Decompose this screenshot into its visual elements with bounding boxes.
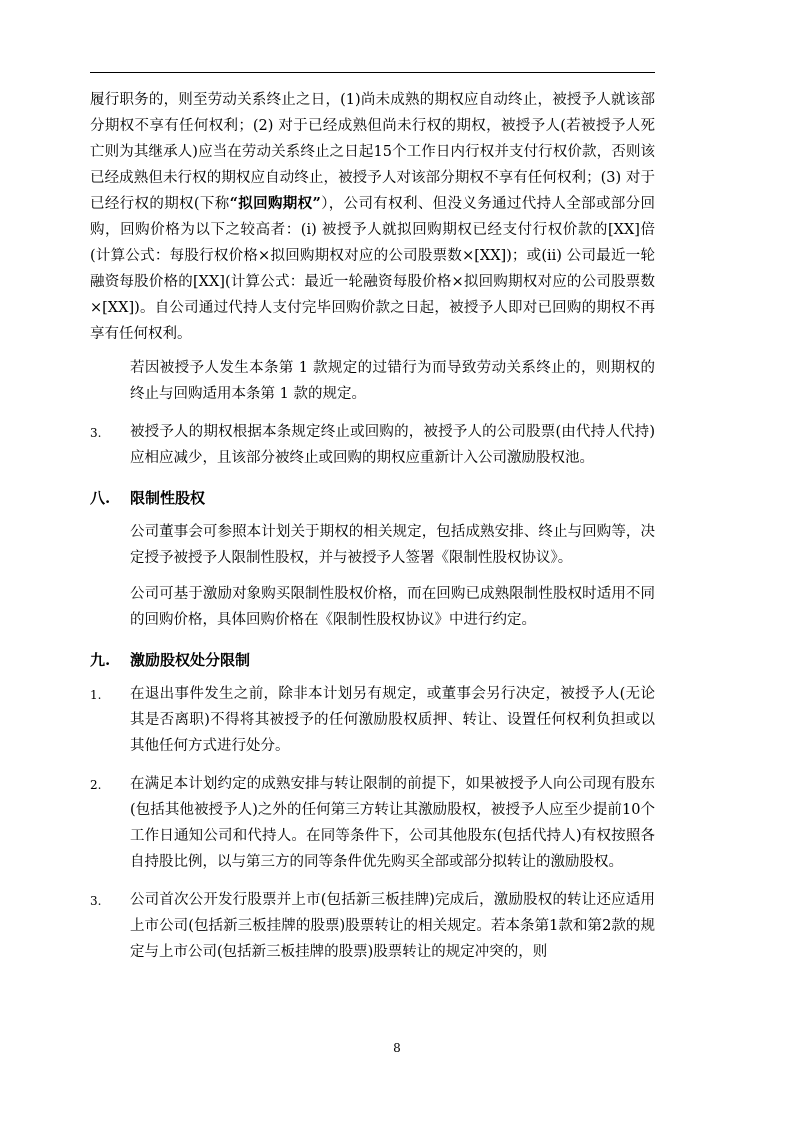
list-item bbox=[90, 887, 655, 965]
list-item-text: 公司首次公开发行股票并上市(包括新三板挂牌)完成后，激励股权的转让还应适用上市公司(包括新三板挂牌的股票)股票转让的相关规定。若本条第1款和第2款的规定与上市公司(包括新三板挂牌的股票)股票转让的规定冲突的，则 bbox=[130, 892, 655, 960]
page-number: 8 bbox=[393, 1041, 401, 1055]
list-number: 3. bbox=[90, 426, 102, 440]
section-heading-9 bbox=[90, 647, 655, 673]
section8-paragraph-1: 公司董事会可参照本计划关于期权的相关规定，包括成熟安排、终止与回购等，决定授予被授予人限制性股权，并与被授予人签署《限制性股权协议》。 bbox=[130, 524, 655, 566]
list-number: 2. bbox=[90, 778, 102, 792]
list-item bbox=[90, 681, 655, 759]
paragraph-text-1: 履行职务的，则至劳动关系终止之日，(1)尚未成熟的期权应自动终止，被授予人就该部分期权不享有任何权利；(2) 对于已经成熟但尚未行权的期权，被授予人(若被授予人死亡则为其继承人)应当在劳动关系终止之日起15个工作日内行权并支付行权价款，否则该已经成熟但未行权的期权应自动终止，被授予人对该部分期权不享有任何权利；(3) 对于已经行权的期权(下称 bbox=[90, 92, 655, 212]
list-number: 3. bbox=[90, 894, 102, 908]
section-title: 激励股权处分限制 bbox=[130, 651, 251, 669]
header-rule bbox=[90, 72, 655, 73]
section-number: 九. bbox=[90, 651, 111, 669]
list-item bbox=[90, 771, 655, 875]
body-text bbox=[90, 87, 655, 965]
continuation-paragraph bbox=[90, 87, 655, 347]
section-heading-8 bbox=[90, 485, 655, 511]
section8-paragraph-2: 公司可基于激励对象购买限制性股权价格，而在回购已成熟限制性股权时适用不同的回购价格，具体回购价格在《限制性股权协议》中进行约定。 bbox=[130, 586, 655, 628]
list-item-text: 被授予人的期权根据本条规定终止或回购的，被授予人的公司股票(由代持人代持)应相应减少，且该部分被终止或回购的期权应重新计入公司激励股权池。 bbox=[130, 424, 655, 466]
paragraph-text-2: ），公司有权利、但没义务通过代持人全部或部分回购，回购价格为以下之较高者：(i) 被授予人就拟回购期权已经支付行权价款的[XX]倍(计算公式：每股行权价格×拟回购期权对应的公司股票数×[XX])；或(ii) 公司最近一轮融资每股价格的[XX](计算公式：最近一轮融资每股价格×拟回购期权对应的公司股票数×[XX])。自公司通过代持人支付完毕回购价款之日起，被授予人即对已回购的期权不再享有任何权利。 bbox=[90, 196, 655, 342]
list-number: 1. bbox=[90, 688, 102, 702]
section-number: 八. bbox=[90, 489, 111, 507]
fault-paragraph: 若因被授予人发生本条第 1 款规定的过错行为而导致劳动关系终止的，则期权的终止与回购适用本条第 1 款的规定。 bbox=[130, 360, 655, 402]
list-item-3 bbox=[90, 419, 655, 471]
bold-term: “拟回购期权” bbox=[229, 195, 321, 212]
list-item-text: 在满足本计划约定的成熟安排与转让限制的前提下，如果被授予人向公司现有股东(包括其他被授予人)之外的任何第三方转让其激励股权，被授予人应至少提前10个工作日通知公司和代持人。在同等条件下，公司其他股东(包括代持人)有权按照各自持股比例，以与第三方的同等条件优先购买全部或部分拟转让的激励股权。 bbox=[130, 776, 655, 870]
list-item-text: 在退出事件发生之前，除非本计划另有规定，或董事会另行决定，被授予人(无论其是否离职)不得将其被授予的任何激励股权质押、转让、设置任何权利负担或以其他任何方式进行处分。 bbox=[130, 686, 655, 754]
section-title: 限制性股权 bbox=[130, 489, 206, 507]
